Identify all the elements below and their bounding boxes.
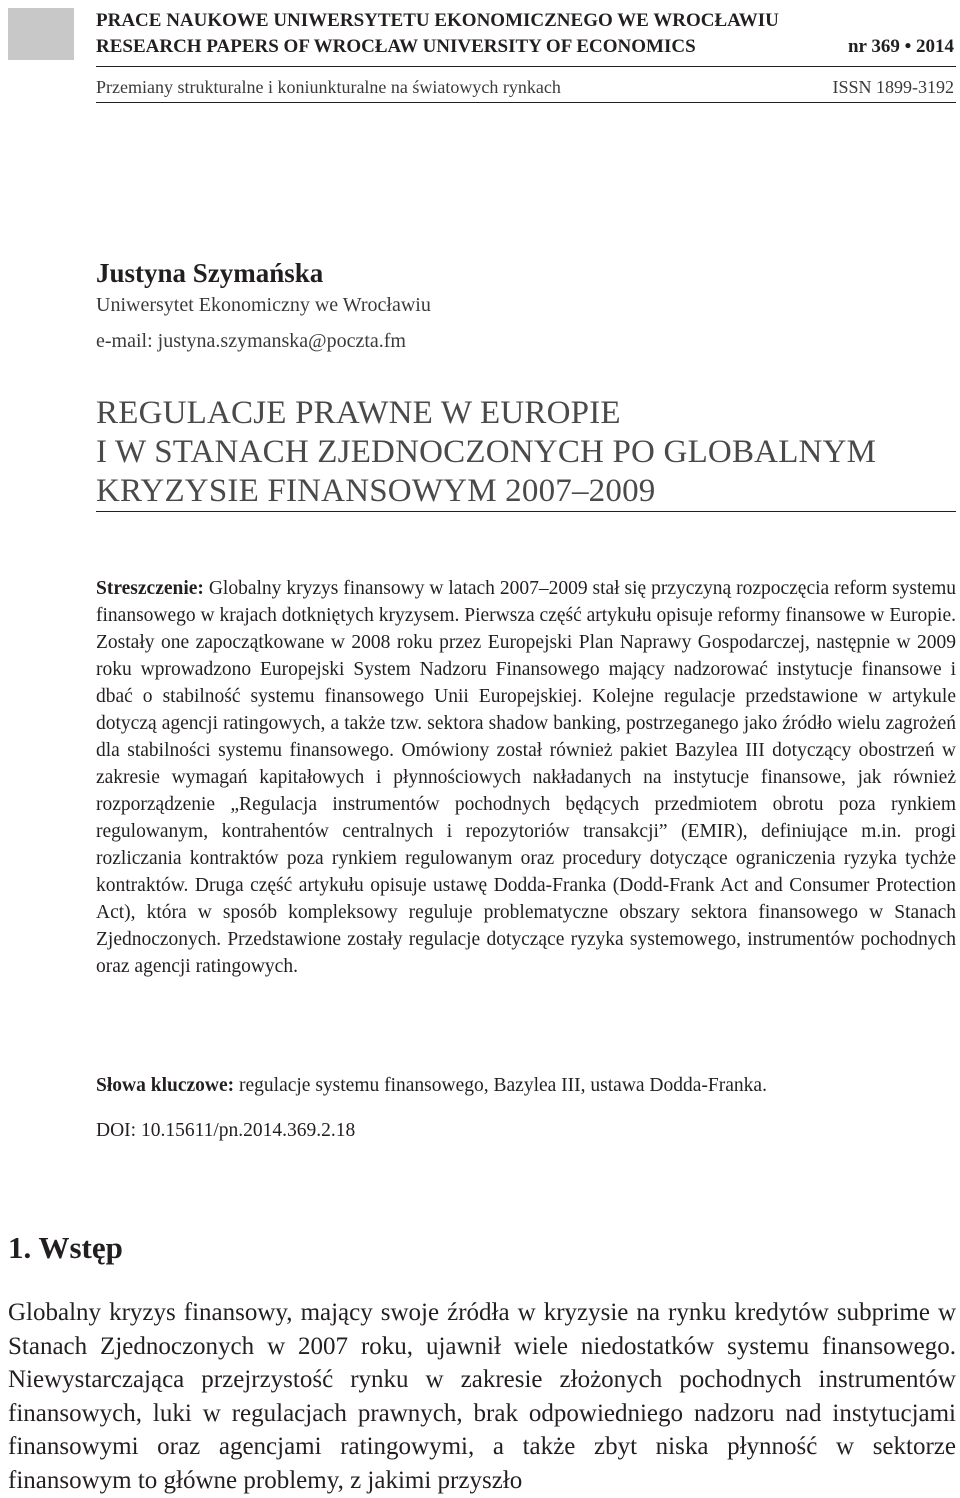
author-email: e-mail: justyna.szymanska@poczta.fm [96, 330, 406, 352]
title-line: KRYZYSIE FINANSOWYM 2007–2009 [96, 473, 656, 509]
title-line: REGULACJE PRAWNE W EUROPIE [96, 395, 621, 431]
issn: ISSN 1899-3192 [832, 77, 954, 97]
title-rule [96, 511, 956, 512]
abstract-label: Streszczenie: [96, 578, 204, 599]
paper-title [96, 394, 956, 511]
section-body-text: Globalny kryzys finansowy, mający swoje źródła w kryzysie na rynku kredytów subprime w Stanach Zjednoczonych w 2007 roku, ujawnił wiele niedostatków systemu finansowego. Niewystarczająca przejrzystość rynku w zakresie złożonych pochodnych instrumentów finansowych, luki w regulacjach prawnych, brak odpowiedniego nadzoru nad instytucjami finansowymi oraz agencjami ratingowymi, a także zbyt niska płynność w sektorze finansowym to główne problemy, z jakimi przyszło [8, 1299, 956, 1494]
journal-title-english: RESEARCH PAPERS OF WROCŁAW UNIVERSITY OF ECONOMICS [96, 36, 696, 57]
journal-title-polish: PRACE NAUKOWE UNIWERSYTETU EKONOMICZNEGO WE WROCŁAWIU [96, 10, 779, 31]
header-rule-top [96, 66, 956, 67]
abstract [96, 575, 956, 980]
abstract-text: Globalny kryzys finansowy w latach 2007–2009 stał się przyczyną rozpoczęcia reform systemu finansowego w krajach dotkniętych kryzysem. Pierwsza część artykułu opisuje reformy finansowe w Europie. Zostały one zapoczątkowane w 2008 roku przez Europejski Plan Naprawy Gospodarczej, następnie w 2009 roku wprowadzono Europejski System Nadzoru Finansowego mający nadzorować instytucje finansowe i dbać o stabilność systemu finansowego Unii Europejskiej. Kolejne regulacje przedstawione w artykule dotyczą agencji ratingowych, a także tzw. sektora shadow banking, postrzeganego jako źródło wielu zagrożeń dla stabilności systemu finansowego. Omówiony został również pakiet Bazylea III dotyczący obostrzeń w zakresie wymagań kapitałowych i płynnościowych nakładanych na instytucje finansowe, jak również rozporządzenie „Regulacja instrumentów pochodnych będących przedmiotem obrotu poza rynkiem regulowanym, kontrahentów centralnych i repozytoriów transakcji” (EMIR), definiujące m.in. progi rozliczania kontraktów poza rynkiem regulowanym oraz procedury dotyczące ograniczenia ryzyka tychże kontraktów. Druga część artykułu opisuje ustawę Dodda-Franka (Dodd-Frank Act and Consumer Protection Act), która w sposób kompleksowy reguluje problematyczne obszary sektora finansowego w Stanach Zjednoczonych. Przedstawione zostały regulacje dotyczące ryzyka systemowego, instrumentów pochodnych oraz agencji ratingowych. [96, 578, 956, 977]
header-gray-block [8, 8, 74, 60]
series-row [96, 76, 956, 98]
author-affiliation: Uniwersytet Ekonomiczny we Wrocławiu [96, 294, 431, 316]
section-heading: 1. Wstęp [8, 1230, 123, 1265]
author-name: Justyna Szymańska [96, 258, 324, 288]
keywords-label: Słowa kluczowe: [96, 1075, 235, 1096]
keywords [96, 1072, 956, 1099]
doi: DOI: 10.15611/pn.2014.369.2.18 [96, 1120, 356, 1141]
journal-title-english-row [96, 35, 956, 58]
issue-number: nr 369 • 2014 [847, 36, 954, 57]
keywords-text: regulacje systemu finansowego, Bazylea III, ustawa Dodda-Franka. [234, 1075, 767, 1096]
series-title: Przemiany strukturalne i koniunkturalne na światowych rynkach [96, 77, 561, 97]
header-rule-bottom [96, 102, 956, 103]
title-line: I W STANACH ZJEDNOCZONYCH PO GLOBALNYM [96, 434, 877, 470]
